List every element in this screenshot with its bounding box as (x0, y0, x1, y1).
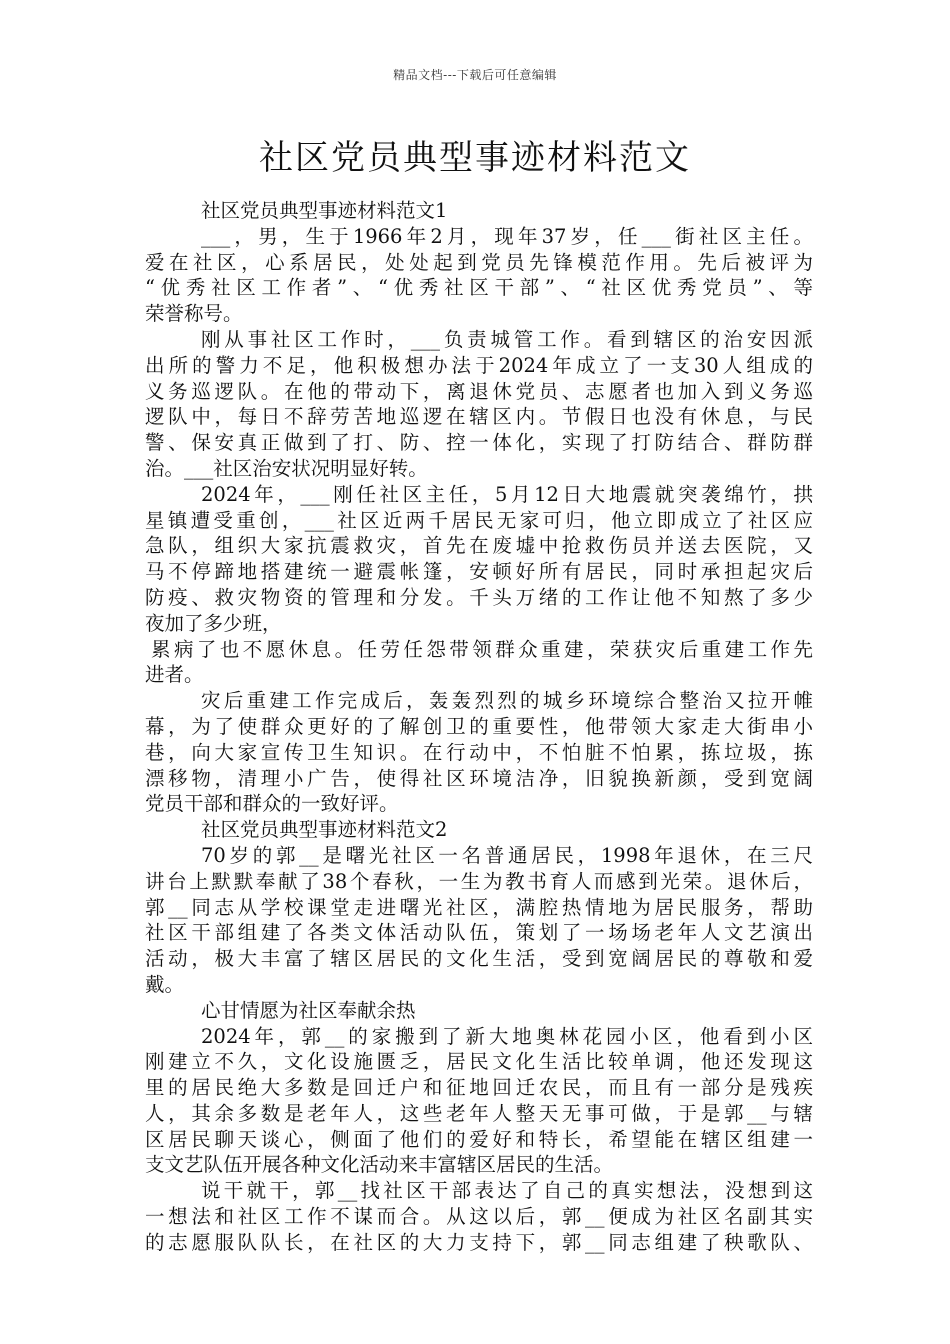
text-line: 治。___社区治安状况明显好转。 (145, 456, 428, 480)
text-line: 爱在社区，心系居民，处处起到党员先锋模范作用。先后被评为 (145, 250, 813, 274)
text-line: 说干就干，郭__找社区干部表达了自己的真实想法，没想到这 (201, 1179, 813, 1203)
text-line: ___，男，生于1966年2月，现年37岁，任___街社区主任。 (201, 224, 813, 248)
text-line: 进者。 (145, 663, 204, 687)
text-line: 漂移物，清理小广告，使得社区环境洁净，旧貌换新颜，受到宽阔 (145, 766, 813, 790)
text-line: 灾后重建工作完成后，轰轰烈烈的城乡环境综合整治又拉开帷 (201, 689, 813, 713)
text-line: 的志愿服队队长，在社区的大力支持下，郭__同志组建了秧歌队、 (145, 1230, 813, 1254)
text-line: 社区干部组建了各类文体活动队伍，策划了一场场老年人文艺演出 (145, 921, 813, 945)
text-line: 警、保安真正做到了打、防、控一体化，实现了打防结合、群防群 (145, 431, 813, 455)
text-line: 出所的警力不足，他积极想办法于2024年成立了一支30人组成的 (145, 353, 813, 377)
subheading: 心甘情愿为社区奉献余热 (201, 998, 416, 1022)
text-line: 一想法和社区工作不谋而合。从这以后，郭__便成为社区名副其实 (145, 1205, 813, 1229)
text-line: 支文艺队伍开展各种文化活动来丰富辖区居民的生活。 (145, 1153, 614, 1177)
document-body (145, 198, 813, 1256)
text-line: 郭__同志从学校课堂走进曙光社区，满腔热情地为居民服务，帮助 (145, 895, 813, 919)
text-line: 人，其余多数是老年人，这些老年人整天无事可做，于是郭__与辖 (145, 1101, 813, 1125)
text-line: 70岁的郭__是曙光社区一名普通居民，1998年退休，在三尺 (201, 843, 813, 867)
text-line: 区居民聊天谈心，侧面了他们的爱好和特长，希望能在辖区组建一 (145, 1127, 813, 1151)
text-line: 2024年，郭__的家搬到了新大地奥林花园小区，他看到小区 (201, 1024, 813, 1048)
text-line: 荣誉称号。 (145, 302, 243, 326)
text-line: 戴。 (145, 972, 185, 996)
text-line: 巷，向大家宣传卫生知识。在行动中，不怕脏不怕累，拣垃圾，拣 (145, 740, 813, 764)
text-line: 逻队中，每日不辞劳苦地巡逻在辖区内。节假日也没有休息，与民 (145, 405, 813, 429)
text-line: 党员干部和群众的一致好评。 (145, 792, 399, 816)
text-line: 义务巡逻队。在他的带动下，离退休党员、志愿者也加入到义务巡 (145, 379, 813, 403)
text-line: 刚建立不久，文化设施匮乏，居民文化生活比较单调，他还发现这 (145, 1050, 813, 1074)
text-line: 马不停蹄地搭建统一避震帐篷，安顿好所有居民，同时承担起灾后 (145, 560, 813, 584)
text-line: 2024年，___刚任社区主任，5月12日大地震就突袭绵竹，拱 (201, 482, 813, 506)
text-line: 累病了也不愿休息。任劳任怨带领群众重建，荣获灾后重建工作先 (151, 637, 813, 661)
text-line: 防疫、救灾物资的管理和分发。千头万绪的工作让他不知熬了多少 (145, 585, 813, 609)
document-title: 社区党员典型事迹材料范文 (259, 138, 691, 178)
section-heading-1: 社区党员典型事迹材料范文1 (201, 199, 448, 222)
text-line: 星镇遭受重创，___社区近两千居民无家可归，他立即成立了社区应 (145, 508, 813, 532)
header-note: 精品文档---下载后可任意编辑 (393, 68, 557, 82)
text-line: 里的居民绝大多数是回迁户和征地回迁农民，而且有一部分是残疾 (145, 1076, 813, 1100)
text-line: “优秀社区工作者”、“优秀社区干部”、“社区优秀党员”、等 (145, 276, 813, 300)
text-line: 夜加了多少班， (145, 611, 282, 635)
text-line: 急队，组织大家抗震救灾，首先在废墟中抢救伤员并送去医院，又 (145, 534, 813, 558)
text-line: 活动，极大丰富了辖区居民的文化生活，受到宽阔居民的尊敬和爱 (145, 947, 813, 971)
section-heading-2: 社区党员典型事迹材料范文2 (201, 818, 448, 842)
text-line: 刚从事社区工作时，___负责城管工作。看到辖区的治安因派 (201, 327, 813, 351)
text-line: 讲台上默默奉献了38个春秋，一生为教书育人而感到光荣。退休后， (145, 869, 813, 893)
text-line: 幕，为了使群众更好的了解创卫的重要性，他带领大家走大街串小 (145, 714, 813, 738)
